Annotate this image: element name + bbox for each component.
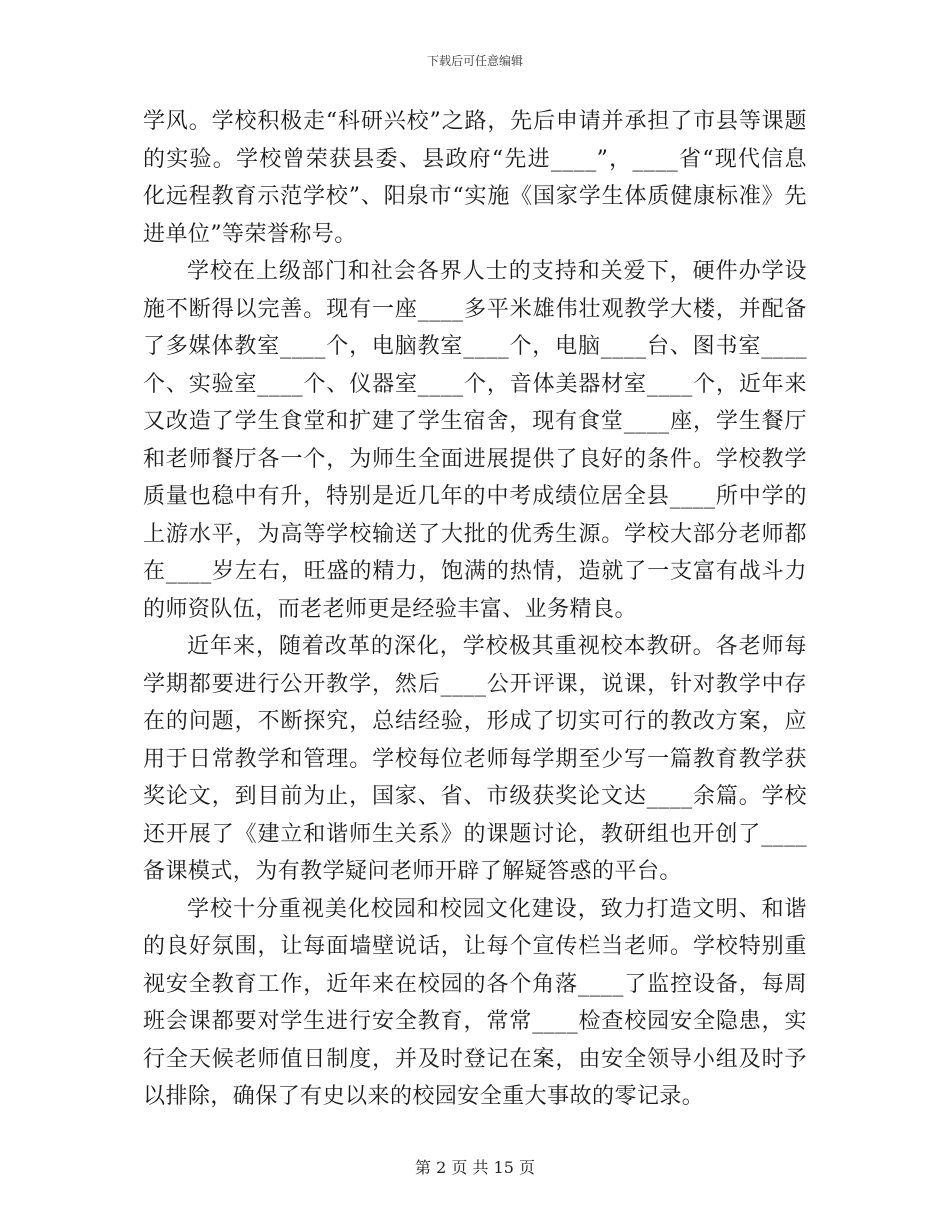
document-body xyxy=(143,103,807,1116)
paragraph-continued: 学风。学校积极走“科研兴校”之路，先后申请并承担了市县等课题的实验。学校曾荣获县委、县政府“先进____”，____省“现代信息化远程教育示范学校”、阳泉市“实施《国家学生体质健康标准》先进单位”等荣誉称号。 xyxy=(143,109,807,247)
page-number: 第 2 页 共 15 页 xyxy=(415,1158,535,1177)
header-note: 下载后可任意编辑 xyxy=(426,54,523,68)
paragraph-facilities: 学校在上级部门和社会各界人士的支持和关爱下，硬件办学设施不断得以完善。现有一座____多平米雄伟壮观教学大楼，并配备了多媒体教室____个，电脑教室____个，电脑____台、图书室____个、实验室____个、仪器室____个，音体美器材室____个，近年来又改造了学生食堂和扩建了学生宿舍，现有食堂____座，学生餐厅和老师餐厅各一个，为师生全面进展提供了良好的条件。学校教学质量也稳中有升，特别是近几年的中考成绩位居全县____所中学的上游水平，为高等学校输送了大批的优秀生源。学校大部分老师都在____岁左右，旺盛的精力，饱满的热情，造就了一支富有战斗力的师资队伍，而老老师更是经验丰富、业务精良。 xyxy=(143,259,807,622)
paragraph-teaching-research: 近年来，随着改革的深化，学校极其重视校本教研。各老师每学期都要进行公开教学，然后____公开评课，说课，针对教学中存在的问题，不断探究，总结经验，形成了切实可行的教改方案，应用于日常教学和管理。学校每位老师每学期至少写一篇教育教学获奖论文，到目前为止，国家、省、市级获奖论文达____余篇。学校还开展了《建立和谐师生关系》的课题讨论，教研组也开创了____备课模式，为有教学疑问老师开辟了解疑答惑的平台。 xyxy=(143,634,807,884)
paragraph-campus-safety: 学校十分重视美化校园和校园文化建设，致力打造文明、和谐的良好氛围，让每面墙壁说话，让每个宣传栏当老师。学校特别重视安全教育工作，近年来在校园的各个角落____了监控设备，每周班会课都要对学生进行安全教育，常常____检查校园安全隐患，实行全天候老师值日制度，并及时登记在案，由安全领导小组及时予以排除，确保了有史以来的校园安全重大事故的零记录。 xyxy=(143,896,807,1109)
